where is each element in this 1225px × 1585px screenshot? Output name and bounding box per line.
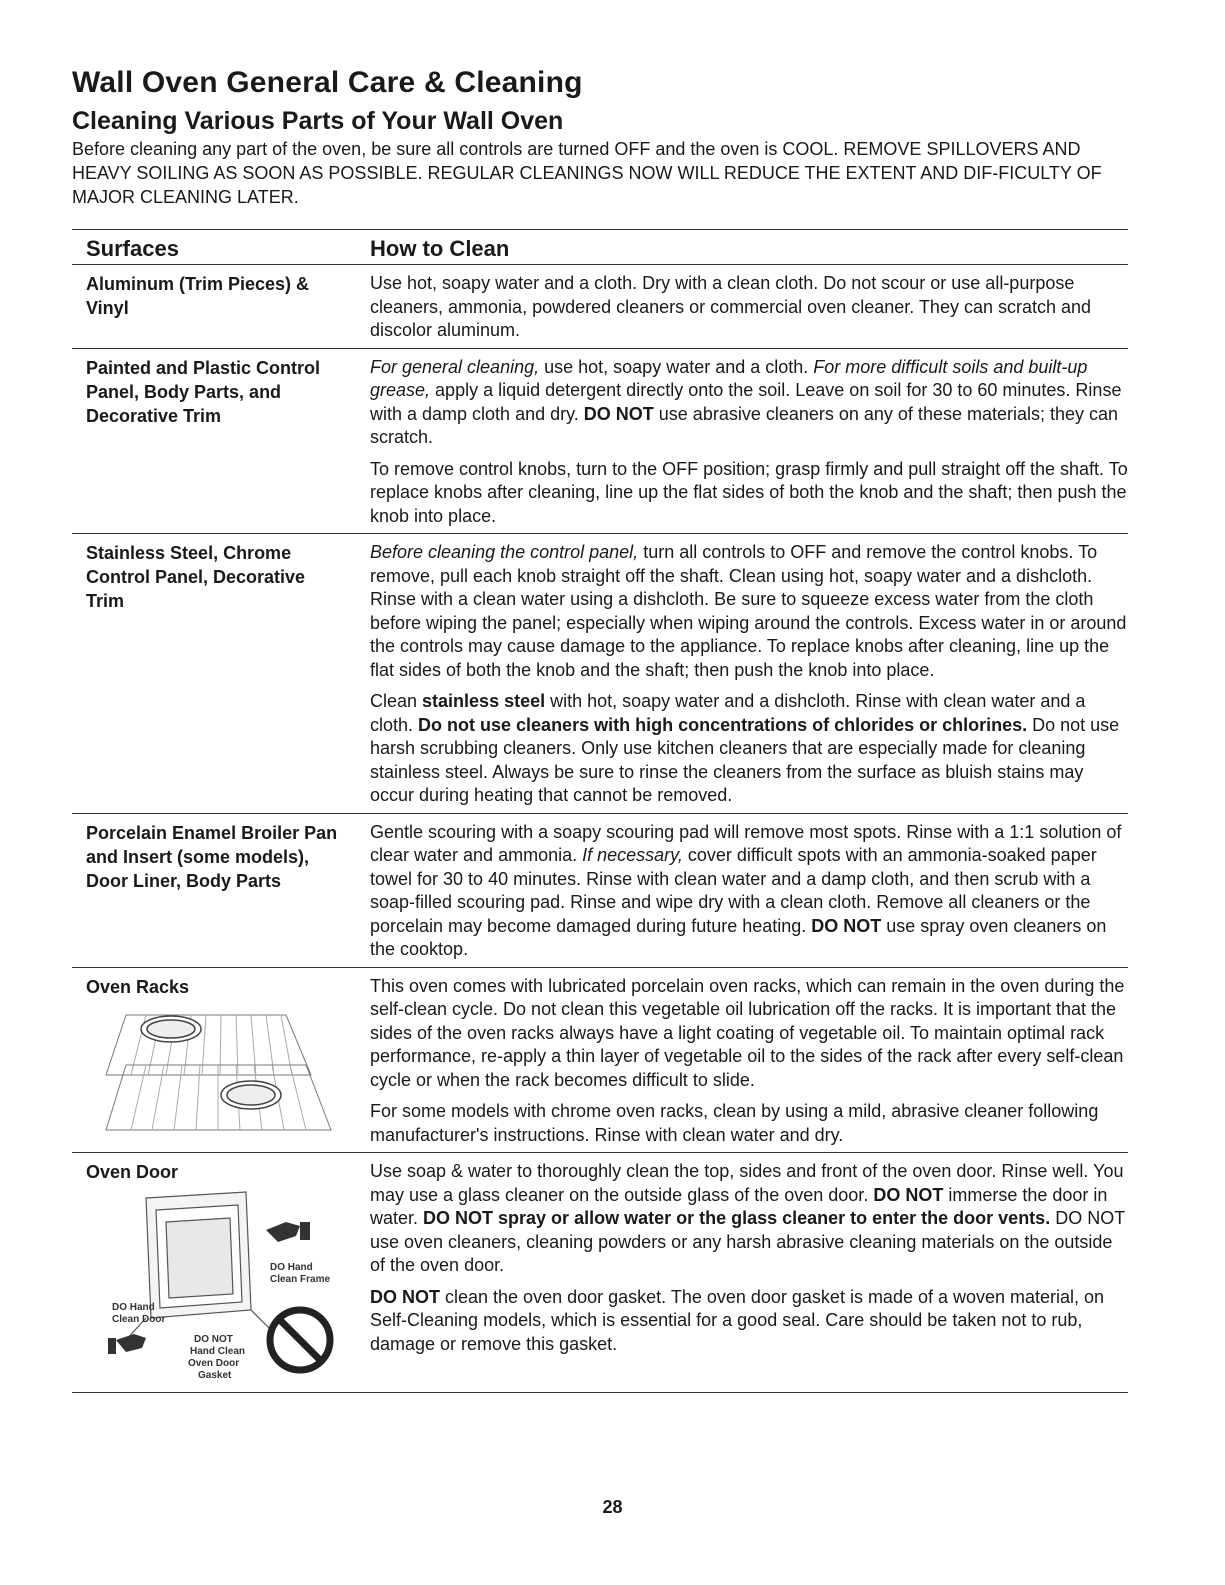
italic-text: If necessary, [582,845,683,865]
bold-text: DO NOT [873,1184,944,1205]
surface-cell: Painted and Plastic Control Panel, Body Parts, and Decorative Trim [86,357,321,426]
text: use hot, soapy water and a cloth. [539,356,814,377]
italic-text: For general cleaning, [370,356,540,377]
instruction-paragraph [370,821,1128,962]
section-title: Cleaning Various Parts of Your Wall Oven [72,107,564,135]
table-row [72,1153,1128,1393]
instruction-paragraph [370,541,1128,682]
text: turn all controls to OFF and remove the control knobs. To remove, pull each knob straight off the shaft. Clean using hot, soapy water and a dishcloth. Rinse with a clean water using a dishcloth. Be sure to squeeze excess water from the cloth before wiping the panel; especially when wiping around the controls. Excess water in or around the controls may cause damage to the appliance. To replace knobs after cleaning, line up the flat sides of both the knob and the shaft; then push the knob into place. [370,542,1127,680]
instructions-cell [370,272,1128,343]
table-row [72,349,1128,535]
instructions-cell [370,356,1128,529]
page-number: 28 [602,1497,623,1517]
oven-racks-illustration [86,1005,336,1135]
bold-text: DO NOT [811,915,882,936]
italic-text: Before cleaning the control panel, [370,542,639,562]
instructions-cell [370,541,1128,808]
oven-door-illustration [86,1190,356,1380]
intro-paragraph: Before cleaning any part of the oven, be sure all controls are turned OFF and the oven is COOL. REMOVE SPILLOVERS AND HEAVY SOILING AS SOON AS POSSIBLE. REGULAR CLEANINGS NOW WILL REDUCE THE EXTENT AND DIF-FICULTY OF MAJOR CLEANING LATER. [72,139,1102,207]
header-surfaces: Surfaces [86,236,179,261]
surface-label: Oven Racks [86,976,190,997]
table-row [72,534,1128,814]
text: immerse the door in water. [370,1184,1108,1228]
text: use abrasive cleaners on any of these materials; they can scratch. [370,403,1119,447]
document-page [72,64,1128,1393]
page-title: Wall Oven General Care & Cleaning [72,66,583,99]
header-how-to-clean: How to Clean [370,236,510,261]
instruction-paragraph: This oven comes with lubricated porcelain oven racks, which can remain in the oven during the self-clean cycle. Do not clean this vegetable oil lubrication off the racks. It is important that the sides of the oven racks always have a light coating of vegetable oil. To maintain optimal rack performance, re-apply a thin layer of vegetable oil to the sides of the rack after every self-clean cycle or when the rack becomes difficult to slide. [370,975,1125,1090]
bold-text: DO NOT spray or allow water or the glass cleaner to enter the door vents. [423,1208,1051,1228]
label-do-not: DO NOT [194,1334,233,1345]
text: clean the oven door gasket. The oven door gasket is made of a woven material, on Self-Cleaning models, which is essential for a good seal. Care should be taken not to rub, damage or remove this gasket. [370,1286,1105,1354]
instructions-cell [370,821,1128,962]
text: Use soap & water to thoroughly clean the top, sides and front of the oven door. Rinse well. You may use a glass cleaner on the outside glass of the oven door. [370,1161,1124,1205]
label-do-hand-clean-door: DO Hand [112,1302,155,1313]
text: with hot, soapy water and a dishcloth. Rinse with clean water and a cloth. [370,691,1086,735]
bold-text: stainless steel [422,691,546,711]
instruction-paragraph [370,1286,1128,1357]
bold-text: DO NOT [370,1286,440,1307]
surface-cell [72,1160,370,1386]
text: DO NOT use oven cleaners, cleaning powders or any harsh abrasive cleaning materials on the outside of the oven door. [370,1208,1125,1275]
instruction-paragraph [370,690,1128,808]
label-do-not: Gasket [198,1370,232,1380]
instruction-paragraph [370,1160,1128,1278]
instruction-paragraph [370,356,1128,450]
instructions-cell [370,975,1128,1148]
instruction-paragraph: For some models with chrome oven racks, clean by using a mild, abrasive cleaner following manufacturer's instructions. Rinse with clean water and dry. [370,1101,1099,1145]
surface-cell: Porcelain Enamel Broiler Pan and Insert (some models), Door Liner, Body Parts [86,822,338,891]
table-row [72,265,1128,349]
surface-cell [72,975,370,1148]
bold-text: Do not use cleaners with high concentrations of chlorides or chlorines. [418,714,1028,735]
table-row [72,968,1128,1154]
surface-cell: Stainless Steel, Chrome Control Panel, Decorative Trim [86,543,306,611]
instruction-paragraph: To remove control knobs, turn to the OFF position; grasp firmly and pull straight off the shaft. To replace knobs after cleaning, line up the flat sides of both the knob and the shaft; then push the knob into place. [370,458,1128,526]
label-do-hand-clean-frame: Clean Frame [270,1274,331,1285]
text: Do not use harsh scrubbing cleaners. Only use kitchen cleaners that are especially made for cleaning stainless steel. Always be sure to rinse the cleaners from the surface as bluish stains may occur during heating that cannot be removed. [370,714,1120,805]
table-header [72,230,1128,265]
surface-label: Oven Door [86,1162,179,1182]
text: Gentle scouring with a soapy scouring pad will remove most spots. Rinse with a 1:1 solution of clear water and ammonia. [370,821,1122,865]
table-row [72,814,1128,968]
surface-cell: Aluminum (Trim Pieces) & Vinyl [86,274,310,318]
label-do-not: Hand Clean [190,1346,246,1357]
instruction-paragraph: Use hot, soapy water and a cloth. Dry with a clean cloth. Do not scour or use all-purpose cleaners, ammonia, powdered cleaners or commercial oven cleaner. They can scratch and discolor aluminum. [370,273,1092,340]
label-do-not: Oven Door [188,1358,240,1369]
label-do-hand-clean-door: Clean Door [112,1314,166,1325]
text: apply a liquid detergent directly onto the soil. Leave on soil for 30 to 60 minutes. Rinse with a damp cloth and dry. [370,380,1122,424]
italic-text: For more difficult soils and built-up grease, [370,356,1088,400]
instructions-cell [370,1160,1128,1386]
label-do-hand-clean-frame: DO Hand [270,1262,313,1273]
text: Clean [370,691,423,711]
text: cover difficult spots with an ammonia-soaked paper towel for 30 to 40 minutes. Rinse with clean water and a damp cloth, and then scrub with a soap-filled scouring pad. Rinse and wipe dry with a clean cloth. Remove all cleaners or the porcelain may become damaged during future heating. [370,845,1097,936]
bold-text: DO NOT [583,403,654,424]
cleaning-table [72,229,1128,1393]
text: use spray oven cleaners on the cooktop. [370,915,1107,959]
